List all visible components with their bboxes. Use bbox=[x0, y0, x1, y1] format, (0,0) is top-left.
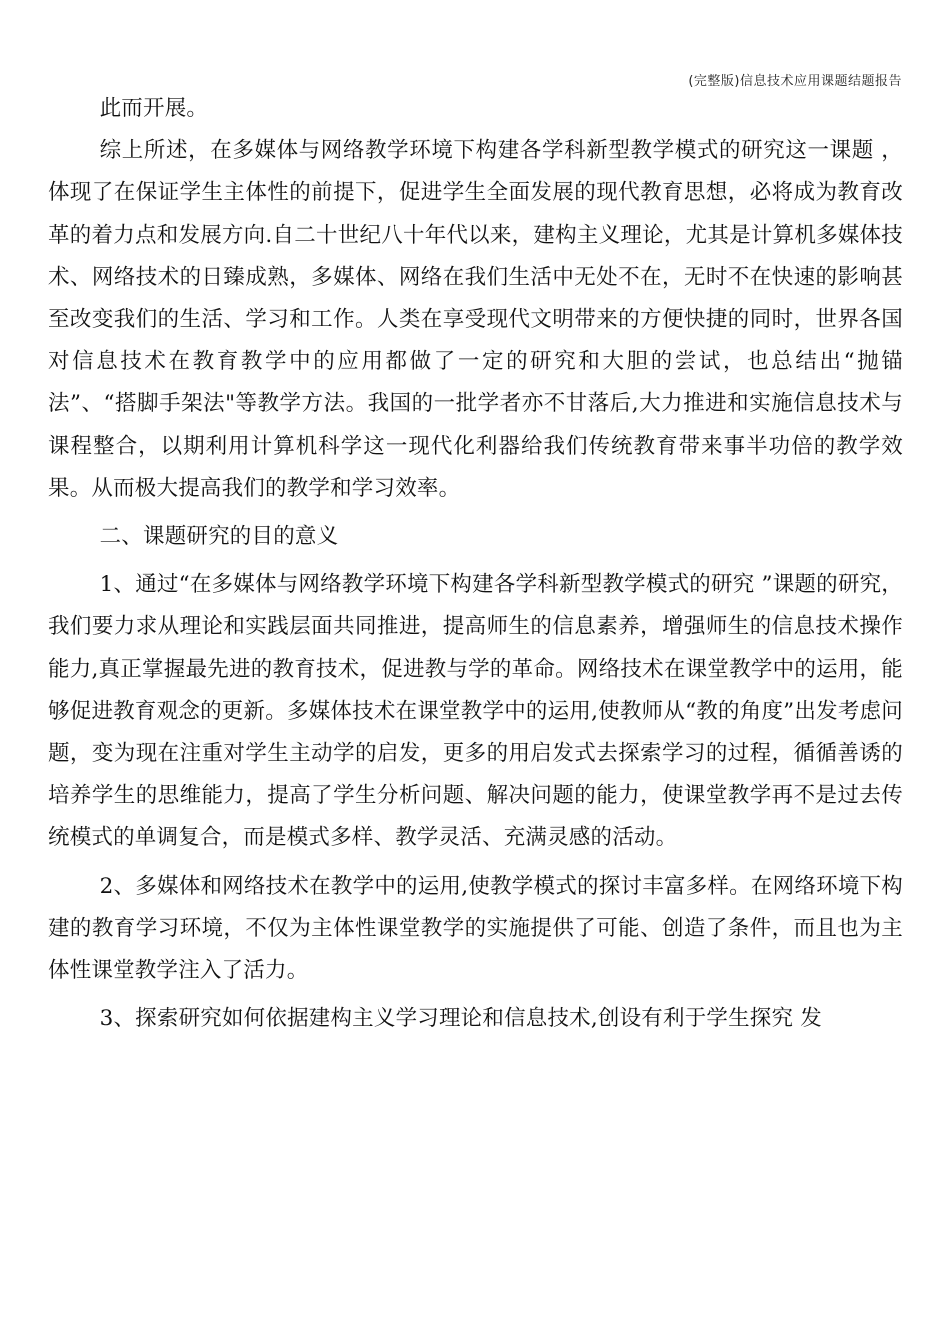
continuation-paragraph: 此而开展。 bbox=[99, 96, 209, 121]
section-heading: 二、课题研究的目的意义 bbox=[99, 524, 339, 550]
item-3-paragraph: 3、探索研究如何依据建构主义学习理论和信息技术,创设有利于学生探究 发 bbox=[99, 1006, 822, 1032]
document-body bbox=[48, 88, 903, 1040]
summary-paragraph: 综上所述，在多媒体与网络教学环境下构建各学科新型教学模式的研究这一课题 ，体现了在保证学生主体性的前提下，促进学生全面发展的现代教育思想，必将成为教育改革的着力点和发展方向.自二十世纪八十年代以来，建构主义理论，尤其是计算机多媒体技术、网络技术的日臻成熟，多媒体、网络在我们生活中无处不在，无时不在快速的影响甚至改变我们的生活、学习和工作。人类在享受现代文明带来的方便快捷的同时，世界各国对信息技术在教育教学中的应用都做了一定的研究和大胆的尝试，也总结出“抛锚法”、“搭脚手架法"等教学方法。我国的一批学者亦不甘落后,大力推进和实施信息技术与课程整合，以期利用计算机科学这一现代化利器给我们传统教育带来事半功倍的教学效果。从而极大提高我们的教学和学习效率。 bbox=[48, 138, 903, 501]
item-2-paragraph: 2、多媒体和网络技术在教学中的运用,使教学模式的探讨丰富多样。在网络环境下构建的教育学习环境，不仅为主体性课堂教学的实施提供了可能、创造了条件，而且也为主体性课堂教学注入了活力。 bbox=[48, 873, 903, 984]
page-header: (完整版)信息技术应用课题结题报告 bbox=[688, 74, 902, 89]
item-1-paragraph: 1、通过“在多媒体与网络教学环境下构建各学科新型教学模式的研究 ”课题的研究，我们要力求从理论和实践层面共同推进，提高师生的信息素养，增强师生的信息技术操作能力,真正掌握最先进的教育技术，促进教与学的革命。网络技术在课堂教学中的运用，能够促进教育观念的更新。多媒体技术在课堂教学中的运用,使教师从“教的角度”出发考虑问题，变为现在注重对学生主动学的启发，更多的用启发式去探索学习的过程，循循善诱的培养学生的思维能力，提高了学生分析问题、解决问题的能力，使课堂教学再不是过去传统模式的单调复合，而是模式多样、教学灵活、充满灵感的活动。 bbox=[48, 572, 903, 851]
